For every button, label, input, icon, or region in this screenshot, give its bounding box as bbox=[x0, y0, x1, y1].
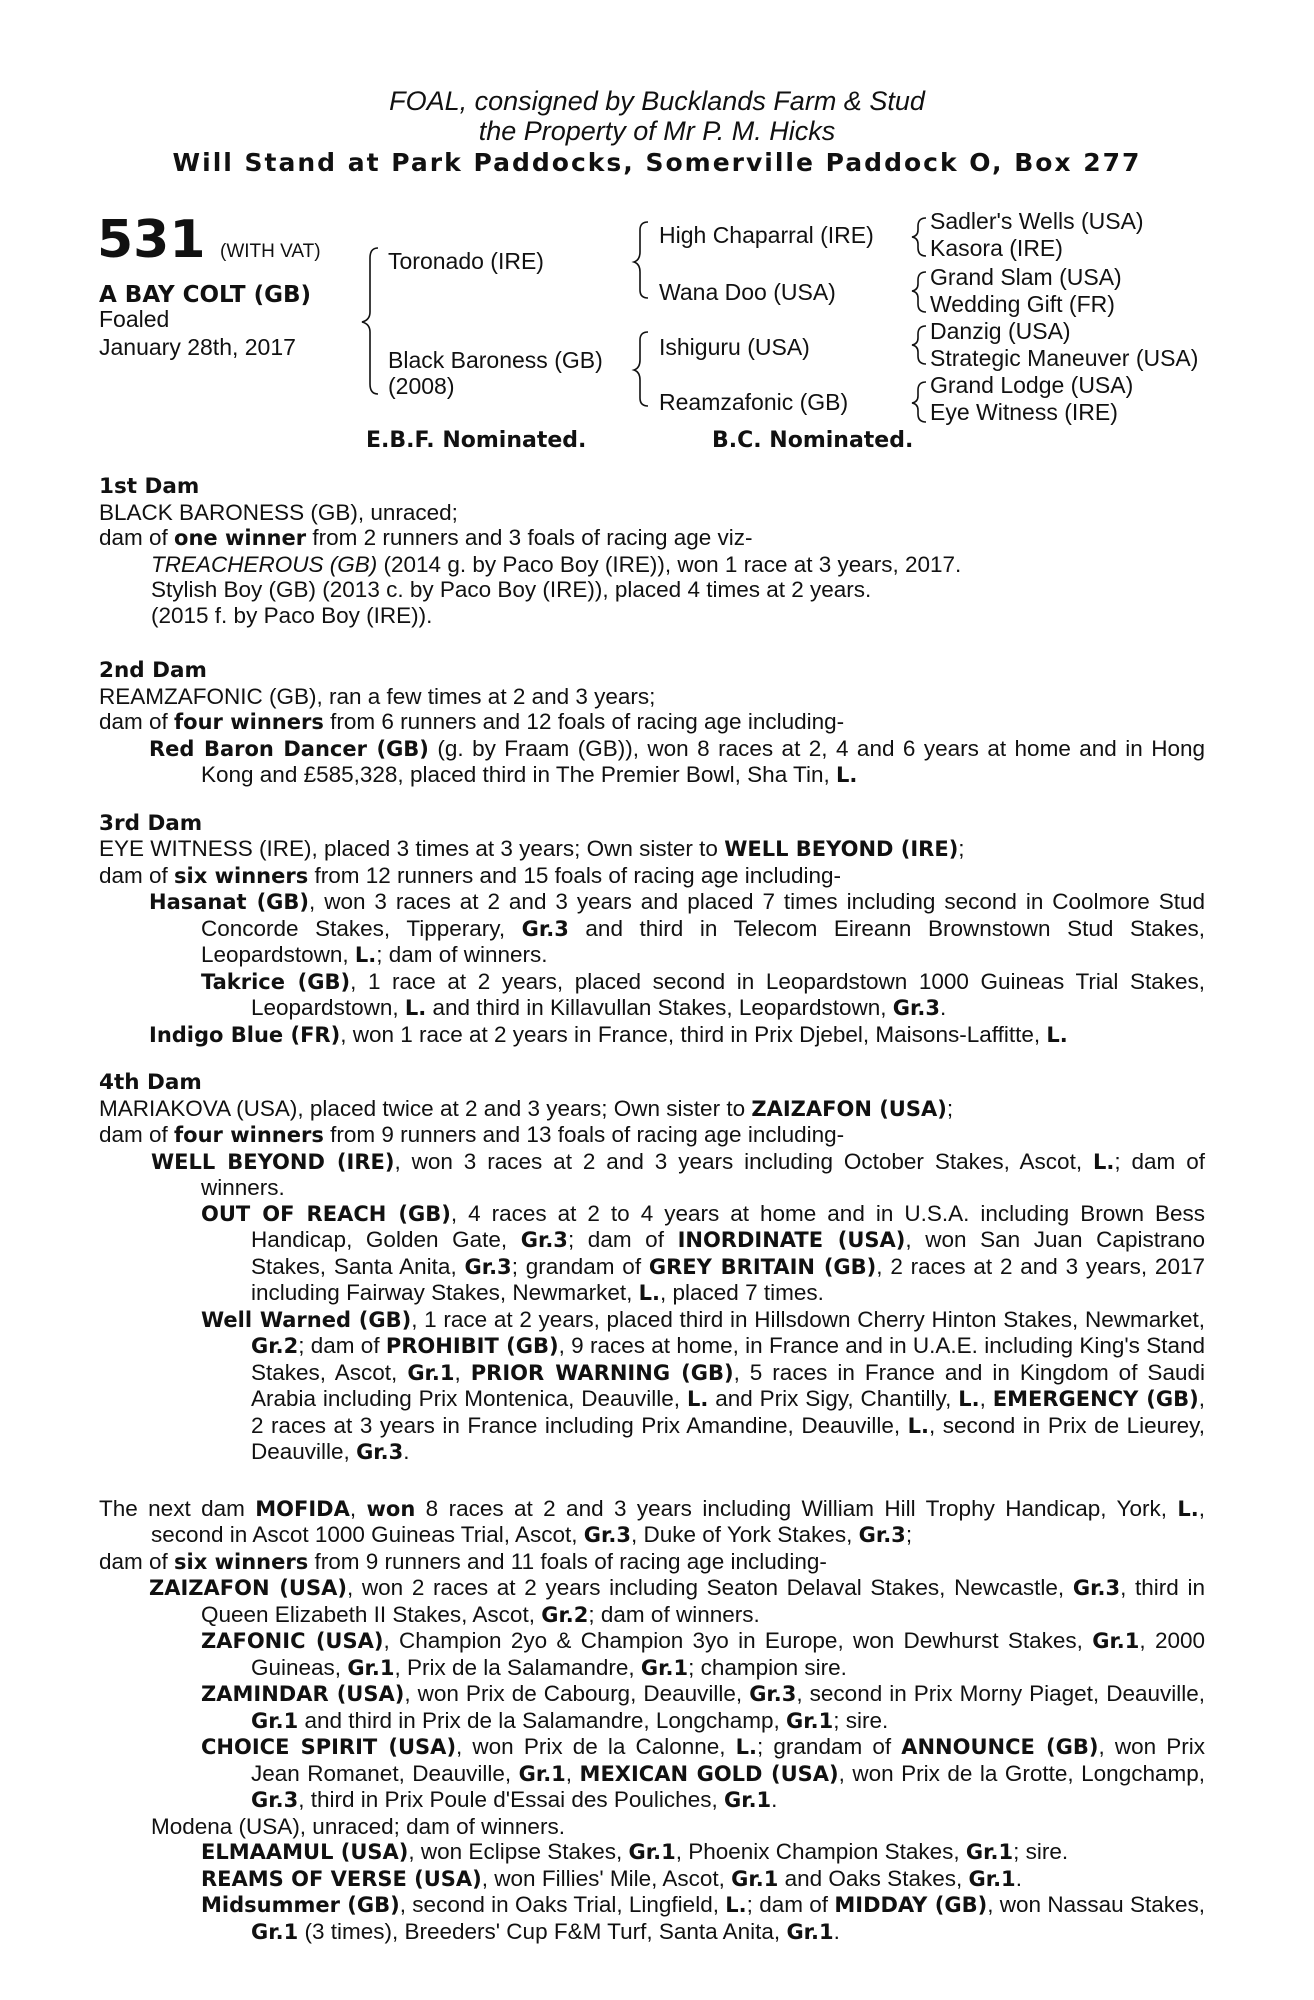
produce-entry: (2015 f. by Paco Boy (IRE)). bbox=[151, 602, 433, 628]
dam-dam: Reamzafonic (GB) bbox=[659, 389, 849, 415]
ebf-nominated: E.B.F. Nominated. bbox=[366, 428, 587, 453]
fourth-dam-section bbox=[99, 1070, 1205, 1466]
sire-sire: High Chaparral (IRE) bbox=[659, 222, 874, 248]
produce-entry: Well Warned (GB), 1 race at 2 years, placed third in Hillsdown Cherry Hinton Stakes, Newmarket, Gr.2; dam of PROHIBIT (GB), 9 races at home, in France and in U.A.E. including King's Stand Stakes, Ascot, Gr.1, PRIOR WARNING (GB), 5 races in France and in Kingdom of Saudi Arabia including Prix Montenica, Deauville, L. and Prix Sigy, Chantilly, L., EMERGENCY (GB), 2 races at 3 years in France including Prix Amandine, Deauville, L., second in Prix de Lieurey, Deauville, Gr.3. bbox=[201, 1306, 1206, 1464]
sire-dam-sire: Grand Slam (USA) bbox=[930, 264, 1122, 290]
produce-entry: ZAMINDAR (USA), won Prix de Cabourg, Deauville, Gr.3, second in Prix Morny Piaget, Deauville, Gr.1 and third in Prix de la Salamandre, Longchamp, Gr.1; sire. bbox=[201, 1681, 1205, 1733]
foaled-date: January 28th, 2017 bbox=[99, 334, 296, 360]
main-brace bbox=[362, 248, 378, 394]
vat-note: (WITH VAT) bbox=[220, 241, 321, 262]
section-heading: 1st Dam bbox=[99, 474, 200, 499]
dam-records bbox=[99, 474, 1205, 1945]
sire-name: Toronado (IRE) bbox=[388, 248, 544, 274]
dam-line: EYE WITNESS (IRE), placed 3 times at 3 years; Own sister to WELL BEYOND (IRE); bbox=[99, 836, 965, 861]
sire-brace bbox=[634, 222, 648, 298]
sire-sire-dam: Kasora (IRE) bbox=[930, 235, 1063, 261]
first-dam-section bbox=[99, 474, 1205, 628]
produce-summary: dam of six winners from 9 runners and 11 foals of racing age including- bbox=[99, 1548, 827, 1574]
produce-entry: Midsummer (GB), second in Oaks Trial, Lingfield, L.; dam of MIDDAY (GB), won Nassau Stakes, Gr.1 (3 times), Breeders' Cup F&M Turf, Santa Anita, Gr.1. bbox=[201, 1892, 1205, 1944]
section-heading: 3rd Dam bbox=[99, 810, 203, 836]
section-heading: 2nd Dam bbox=[99, 658, 207, 683]
produce-entry: Takrice (GB), 1 race at 2 years, placed second in Leopardstown 1000 Guineas Trial Stakes, Leopardstown, L. and third in Killavullan Stakes, Leopardstown, Gr.3. bbox=[201, 968, 1206, 1020]
produce-entry: Hasanat (GB), won 3 races at 2 and 3 years and placed 7 times including second in Coolmore Stud Concorde Stakes, Tipperary, Gr.3 and third in Telecom Eireann Brownstown Stud Stakes, Leopardstown, L.; dam of winners. bbox=[149, 889, 1206, 967]
produce-entry: REAMS OF VERSE (USA), won Fillies' Mile, Ascot, Gr.1 and Oaks Stakes, Gr.1. bbox=[201, 1865, 1022, 1891]
produce-entry: Red Baron Dancer (GB) (g. by Fraam (GB)), won 8 races at 2, 4 and 6 years at home and in Hong Kong and £585,328, placed third in The Premier Bowl, Sha Tin, L. bbox=[149, 735, 1206, 787]
third-dam-section bbox=[99, 811, 1205, 1049]
consignor-line: FOAL, consigned by Bucklands Farm & Stud bbox=[389, 86, 925, 116]
property-line: the Property of Mr P. M. Hicks bbox=[478, 116, 836, 146]
dam-line: MARIAKOVA (USA), placed twice at 2 and 3 years; Own sister to ZAIZAFON (USA); bbox=[99, 1095, 954, 1121]
dam-sire-sire: Danzig (USA) bbox=[930, 318, 1071, 344]
dd-brace bbox=[912, 382, 926, 422]
section-heading: 4th Dam bbox=[99, 1070, 202, 1095]
produce-entry: CHOICE SPIRIT (USA), won Prix de la Calonne, L.; grandam of ANNOUNCE (GB), won Prix Jean Romanet, Deauville, Gr.1, MEXICAN GOLD (USA), won Prix de la Grotte, Longchamp, Gr.3, third in Prix Poule d'Essai des Pouliches, Gr.1. bbox=[201, 1734, 1206, 1812]
lot-number: 531 bbox=[97, 210, 206, 270]
dam-line: REAMZAFONIC (GB), ran a few times at 2 and 3 years; bbox=[99, 683, 656, 709]
next-dam-section bbox=[99, 1496, 1205, 1946]
dam-year: (2008) bbox=[388, 373, 455, 399]
sire-sire-sire: Sadler's Wells (USA) bbox=[930, 208, 1144, 234]
dam-dam-dam: Eye Witness (IRE) bbox=[930, 399, 1118, 425]
produce-entry: Modena (USA), unraced; dam of winners. bbox=[151, 1813, 565, 1839]
sd-brace bbox=[912, 272, 926, 312]
sire-dam: Wana Doo (USA) bbox=[659, 279, 836, 305]
dam-dam-sire: Grand Lodge (USA) bbox=[930, 372, 1134, 398]
next-dam-line: The next dam MOFIDA, won 8 races at 2 and 3 years including William Hill Trophy Handicap, York, L., second in Ascot 1000 Guineas Trial, Ascot, Gr.3, Duke of York Stakes, Gr.3; bbox=[99, 1495, 1205, 1547]
second-dam-section bbox=[99, 658, 1205, 789]
ss-brace bbox=[912, 218, 926, 256]
produce-summary: dam of four winners from 6 runners and 12 foals of racing age including- bbox=[99, 709, 845, 734]
dam-line: BLACK BARONESS (GB), unraced; bbox=[99, 499, 458, 525]
stand-location: Will Stand at Park Paddocks, Somerville Paddock O, Box 277 bbox=[172, 148, 1142, 177]
lot-title: A BAY COLT (GB) bbox=[99, 282, 312, 308]
dam-name: Black Baroness (GB) bbox=[388, 347, 603, 373]
produce-entry: OUT OF REACH (GB), 4 races at 2 to 4 years at home and in U.S.A. including Brown Bess Handicap, Golden Gate, Gr.3; dam of INORDINATE (USA), won San Juan Capistrano Stakes, Santa Anita, Gr.3; grandam of GREY BRITAIN (GB), 2 races at 2 and 3 years, 2017 including Fairway Stakes, Newmarket, L., placed 7 times. bbox=[201, 1200, 1205, 1305]
produce-entry: TREACHEROUS (GB) (2014 g. by Paco Boy (IRE)), won 1 race at 3 years, 2017. bbox=[151, 551, 962, 577]
produce-entry: Indigo Blue (FR), won 1 race at 2 years in France, third in Prix Djebel, Maisons-Laffitte, L. bbox=[149, 1021, 1068, 1047]
produce-entry: ZAIZAFON (USA), won 2 races at 2 years including Seaton Delaval Stakes, Newcastle, Gr.3, third in Queen Elizabeth II Stakes, Ascot, Gr.2; dam of winners. bbox=[149, 1575, 1205, 1627]
produce-entry: ZAFONIC (USA), Champion 2yo & Champion 3yo in Europe, won Dewhurst Stakes, Gr.1, 2000 Guineas, Gr.1, Prix de la Salamandre, Gr.1; champion sire. bbox=[201, 1628, 1205, 1680]
ds-brace bbox=[912, 326, 926, 364]
dam-sire: Ishiguru (USA) bbox=[659, 334, 810, 360]
dam-brace bbox=[634, 332, 648, 406]
produce-entry: WELL BEYOND (IRE), won 3 races at 2 and 3 years including October Stakes, Ascot, L.; dam of winners. bbox=[151, 1148, 1205, 1200]
produce-summary: dam of four winners from 9 runners and 13 foals of racing age including- bbox=[99, 1122, 845, 1147]
produce-entry: ELMAAMUL (USA), won Eclipse Stakes, Gr.1, Phoenix Champion Stakes, Gr.1; sire. bbox=[201, 1839, 1069, 1864]
produce-summary: dam of six winners from 12 runners and 15 foals of racing age including- bbox=[99, 862, 842, 888]
dam-sire-dam: Strategic Maneuver (USA) bbox=[930, 345, 1199, 371]
produce-summary: dam of one winner from 2 runners and 3 foals of racing age viz- bbox=[99, 525, 753, 550]
sire-dam-dam: Wedding Gift (FR) bbox=[930, 291, 1115, 317]
produce-entry: Stylish Boy (GB) (2013 c. by Paco Boy (IRE)), placed 4 times at 2 years. bbox=[151, 577, 872, 602]
foaled-label: Foaled bbox=[99, 306, 170, 332]
bc-nominated: B.C. Nominated. bbox=[712, 428, 914, 453]
